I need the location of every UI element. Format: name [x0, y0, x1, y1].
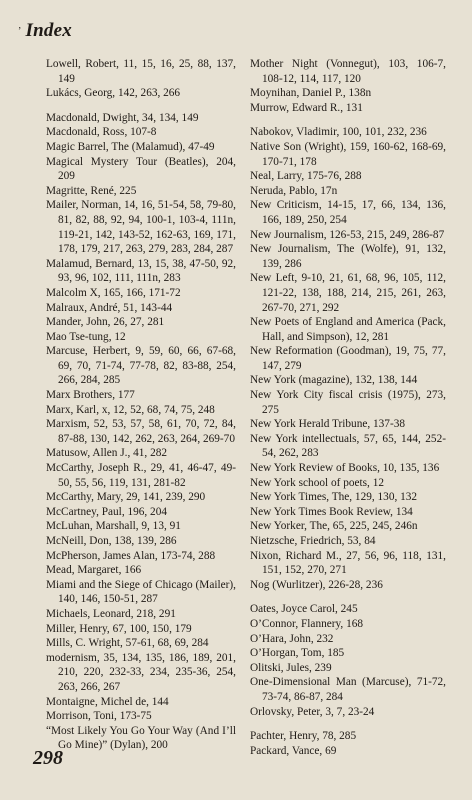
index-entry: New Yorker, The, 65, 225, 245, 246n	[250, 520, 418, 533]
index-entry: Mao Tse-tung, 12	[46, 330, 126, 343]
index-entry: New York Review of Books, 10, 135, 136	[250, 462, 440, 475]
letter-group-gap	[46, 101, 236, 111]
page-number: 298	[33, 747, 63, 769]
letter-group-gap	[250, 592, 446, 602]
index-entry: Marxism, 52, 53, 57, 58, 61, 70, 72, 84, 87-88, 130, 142, 262, 263, 264, 269-70	[46, 418, 236, 445]
index-entry: Montaigne, Michel de, 144	[46, 695, 169, 708]
index-entry: New York Herald Tribune, 137-38	[250, 418, 406, 431]
index-entry: Nixon, Richard M., 27, 56, 96, 118, 131, 151, 152, 270, 271	[250, 549, 446, 577]
index-entry: Neal, Larry, 175-76, 288	[250, 170, 362, 183]
index-entry: Mander, John, 26, 27, 281	[46, 316, 165, 329]
index-entry: New York intellectuals, 57, 65, 144, 252-54, 262, 283	[250, 432, 446, 460]
index-entry: Matusow, Allen J., 41, 282	[46, 447, 168, 460]
index-entry: Magic Barrel, The (Malamud), 47-49	[46, 140, 215, 153]
index-entry: Morrison, Toni, 173-75	[46, 710, 152, 723]
index-entry: Oates, Joyce Carol, 245	[250, 603, 358, 616]
index-entry: New Criticism, 14-15, 17, 66, 134, 136, 166, 189, 250, 254	[250, 199, 446, 226]
index-entry: Miller, Henry, 67, 100, 150, 179	[46, 622, 192, 635]
index-entry: Packard, Vance, 69	[250, 744, 337, 757]
index-entry: Nog (Wurlitzer), 226-28, 236	[250, 578, 383, 591]
index-entry: New York Times Book Review, 134	[250, 505, 413, 518]
index-entry: New York Times, The, 129, 130, 132	[250, 491, 418, 504]
index-entry: Lowell, Robert, 11, 15, 16, 25, 88, 137, 149	[46, 58, 236, 85]
index-entry: Mills, C. Wright, 57-61, 68, 69, 284	[46, 637, 209, 650]
index-entry: Murrow, Edward R., 131	[250, 101, 363, 114]
index-entry: Olitski, Jules, 239	[250, 661, 332, 674]
index-entry: New York City fiscal crisis (1975), 273, 275	[250, 389, 446, 416]
letter-group-gap	[250, 115, 446, 125]
letter-group-gap	[250, 719, 446, 729]
index-entry: Malamud, Bernard, 13, 15, 38, 47-50, 92, 93, 96, 102, 111, 111n, 283	[46, 257, 236, 285]
index-entry: Michaels, Leonard, 218, 291	[46, 607, 176, 620]
index-entry: McCarthy, Mary, 29, 141, 239, 290	[46, 491, 206, 504]
index-entry: Macdonald, Ross, 107-8	[46, 126, 157, 139]
index-entry: Lukács, Georg, 142, 263, 266	[46, 87, 181, 100]
index-entry: Nabokov, Vladimir, 100, 101, 232, 236	[250, 126, 427, 139]
index-entry: Nietzsche, Friedrich, 53, 84	[250, 535, 376, 547]
index-entry: Neruda, Pablo, 17n	[250, 184, 338, 197]
index-title: Index	[25, 20, 72, 41]
index-entry: Malcolm X, 165, 166, 171-72	[46, 286, 181, 299]
index-entry: McCartney, Paul, 196, 204	[46, 505, 168, 518]
index-entry: New York school of poets, 12	[250, 476, 384, 489]
index-column-left	[46, 57, 236, 753]
index-entry: New Poets of England and America (Pack, Hall, and Simpson), 12, 281	[250, 316, 446, 343]
index-entry: New Journalism, 126-53, 215, 249, 286-87	[250, 228, 445, 241]
index-entry: Pachter, Henry, 78, 285	[250, 730, 357, 743]
index-entry: McNeill, Don, 138, 139, 286	[46, 535, 177, 547]
index-entry: O’Hara, John, 232	[250, 632, 334, 645]
index-entry: Macdonald, Dwight, 34, 134, 149	[46, 111, 199, 124]
index-entry: Marcuse, Herbert, 9, 59, 60, 66, 67-68, 69, 70, 71-74, 77-78, 82, 83-88, 254, 266, 284, 285	[46, 345, 236, 387]
header-mark: ’	[18, 26, 22, 38]
index-entry: O’Connor, Flannery, 168	[250, 617, 364, 630]
index-entry: Marx, Karl, x, 12, 52, 68, 74, 75, 248	[46, 403, 215, 416]
index-entry: Moynihan, Daniel P., 138n	[250, 87, 372, 100]
index-entry: Mailer, Norman, 14, 16, 51-54, 58, 79-80, 81, 82, 88, 92, 94, 100-1, 103-4, 111n, 119-21, 142, 143-52, 162-63, 169, 171, 178, 179, 217, 263, 279, 283, 284, 287	[46, 199, 236, 256]
index-entry: modernism, 35, 134, 135, 186, 189, 201, 210, 220, 232-33, 234, 235-36, 254, 263, 266, 267	[46, 651, 236, 693]
index-entry: New Reformation (Goodman), 19, 75, 77, 147, 279	[250, 345, 446, 372]
index-entry: McPherson, James Alan, 173-74, 288	[46, 549, 216, 562]
page-header	[18, 20, 72, 42]
index-entry: Mead, Margaret, 166	[46, 564, 142, 577]
index-entry: Orlovsky, Peter, 3, 7, 23-24	[250, 705, 375, 718]
index-entry: Malraux, André, 51, 143-44	[46, 301, 173, 314]
index-entry: “Most Likely You Go Your Way (And I’ll Go Mine)” (Dylan), 200	[46, 724, 236, 752]
index-entry: Miami and the Siege of Chicago (Mailer), 140, 146, 150-51, 287	[46, 578, 236, 606]
index-entry: O’Horgan, Tom, 185	[250, 647, 345, 660]
index-entry: McLuhan, Marshall, 9, 13, 91	[46, 520, 181, 533]
index-entry: McCarthy, Joseph R., 29, 41, 46-47, 49-50, 55, 56, 119, 131, 281-82	[46, 462, 236, 489]
index-entry: Marx Brothers, 177	[46, 389, 135, 402]
index-entry: New Journalism, The (Wolfe), 91, 132, 139, 286	[250, 243, 446, 270]
index-entry: Mother Night (Vonnegut), 103, 106-7, 108-12, 114, 117, 120	[250, 58, 446, 85]
index-entry: Magical Mystery Tour (Beatles), 204, 209	[46, 155, 236, 183]
index-entry: Magritte, René, 225	[46, 184, 137, 197]
index-entry: Native Son (Wright), 159, 160-62, 168-69, 170-71, 178	[250, 140, 446, 168]
index-entry: New York (magazine), 132, 138, 144	[250, 374, 418, 387]
index-entry: One-Dimensional Man (Marcuse), 71-72, 73-74, 86-87, 284	[250, 676, 446, 703]
index-entry: New Left, 9-10, 21, 61, 68, 96, 105, 112, 121-22, 138, 188, 214, 215, 261, 263, 267-70, 271, 292	[250, 272, 446, 314]
index-column-right	[250, 57, 446, 758]
